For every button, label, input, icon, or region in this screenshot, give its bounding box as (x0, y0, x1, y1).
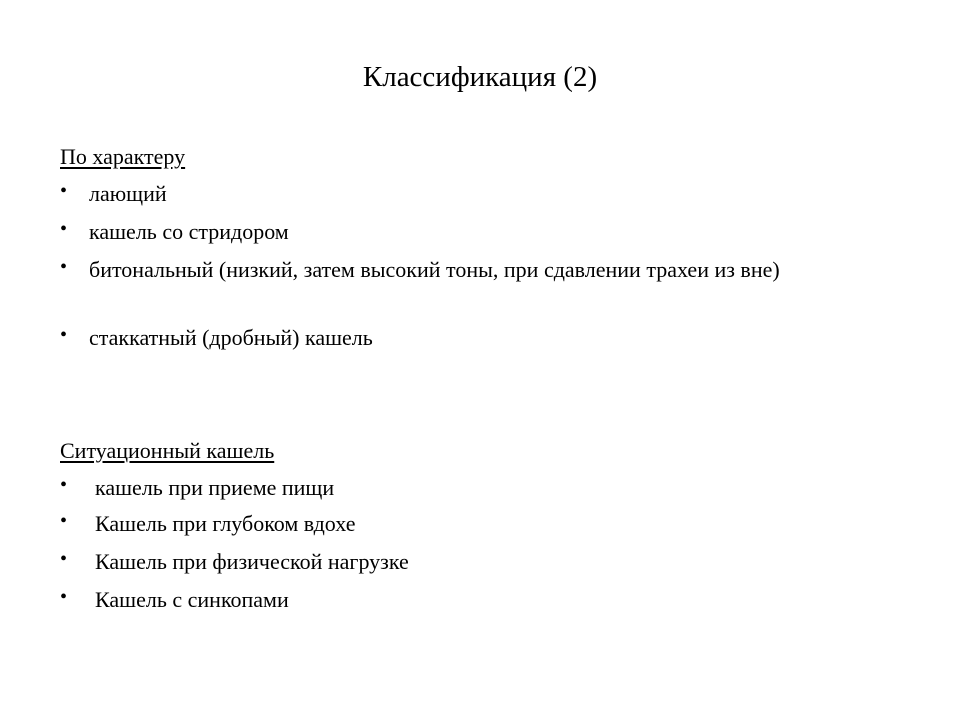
bullet-icon: • (60, 586, 68, 608)
list-item (60, 547, 900, 577)
list-item-text: лающий (89, 181, 167, 206)
list-item-text: кашель со стридором (89, 219, 289, 244)
bullet-icon: • (60, 474, 68, 496)
bullet-icon: • (60, 548, 68, 570)
list-item (60, 255, 900, 285)
list-item (60, 473, 900, 503)
list-item-text: стаккатный (дробный) кашель (89, 325, 373, 350)
bullet-icon: • (60, 218, 68, 240)
list-item-text: битональный (низкий, затем высокий тоны, при сдавлении трахеи из вне) (89, 257, 780, 282)
bullet-icon: • (60, 510, 68, 532)
bullet-icon: • (60, 256, 68, 278)
bullet-icon: • (60, 324, 68, 346)
list-item-text: Кашель при физической нагрузке (95, 549, 409, 574)
bullet-icon: • (60, 180, 68, 202)
list-item (60, 179, 900, 209)
list-item (60, 585, 900, 615)
section-heading-character: По характеру (60, 144, 186, 169)
list-item (60, 509, 900, 539)
list-item (60, 217, 900, 247)
section-heading-situational: Ситуационный кашель (60, 438, 275, 463)
list-item-text: Кашель с синкопами (95, 587, 289, 612)
slide-title: Классификация (2) (362, 61, 598, 93)
list-item (60, 323, 900, 353)
list-item-text: кашель при приеме пищи (95, 475, 335, 500)
list-item-text: Кашель при глубоком вдохе (95, 511, 356, 536)
